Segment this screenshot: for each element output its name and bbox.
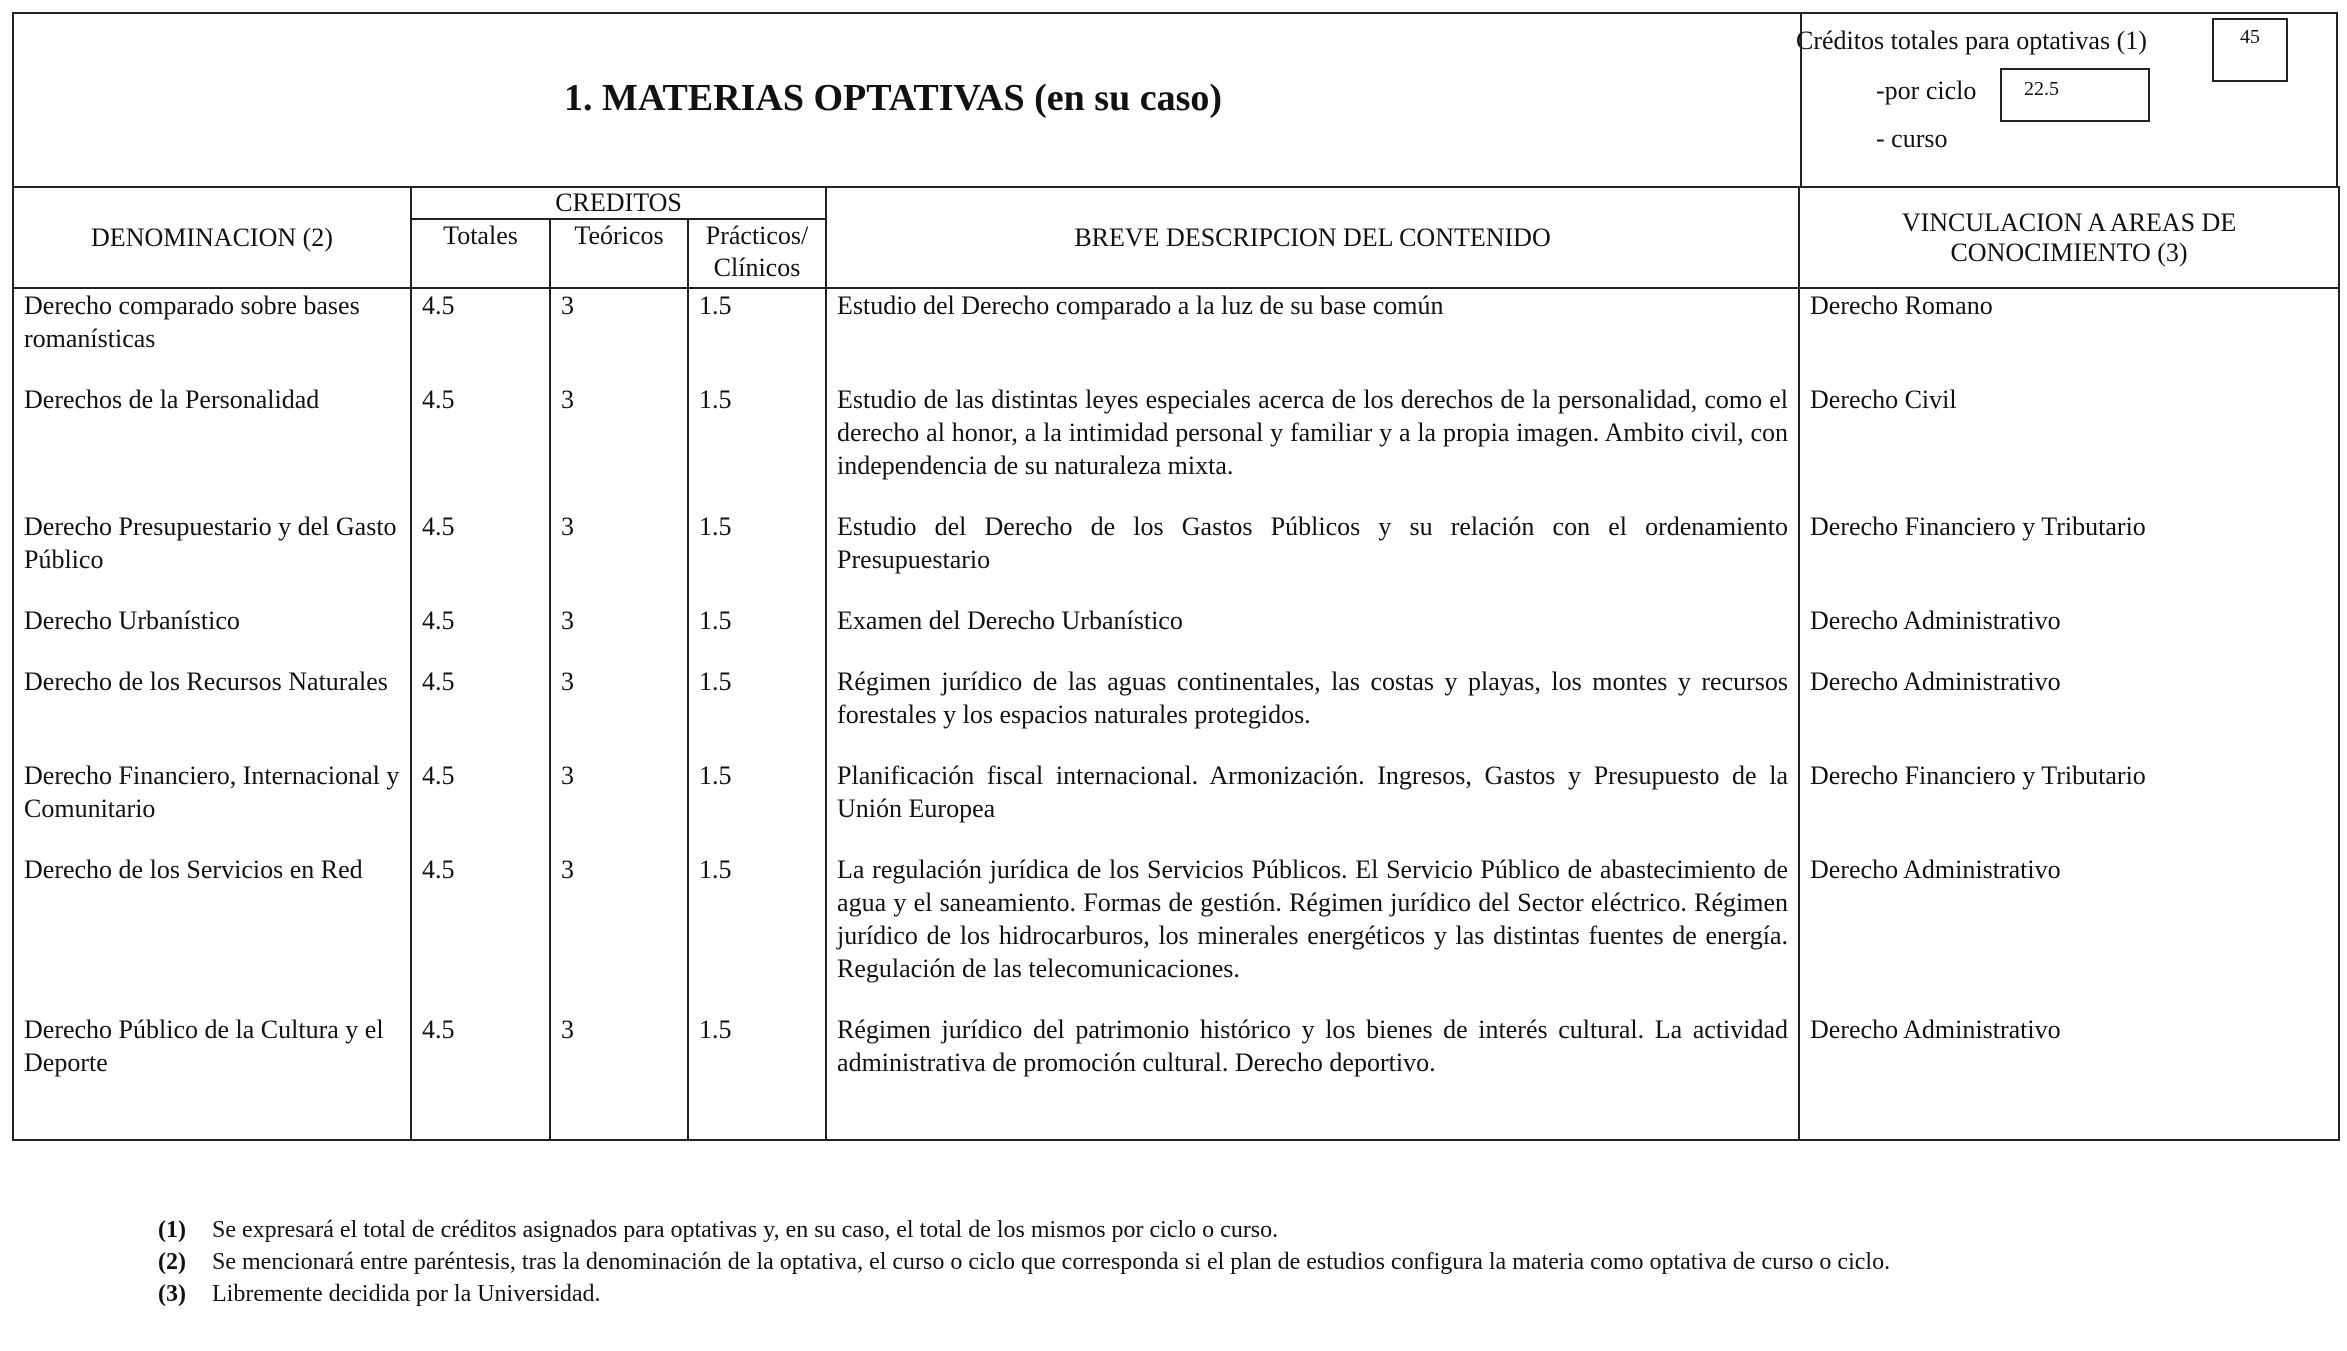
cell-totales: 4.5 <box>411 510 550 604</box>
cell-totales: 4.5 <box>411 288 550 383</box>
table-row <box>13 604 2339 665</box>
cell-descripcion: Régimen jurídico del patrimonio histórico y los bienes de interés cultural. La actividad administrativa de promoción cultural. Derecho deportivo. <box>826 1013 1799 1140</box>
table-row <box>13 383 2339 510</box>
footnotes <box>158 1214 2198 1310</box>
col-header-teoricos: Teóricos <box>550 219 688 288</box>
table-row <box>13 759 2339 853</box>
cell-vinculacion: Derecho Administrativo <box>1799 853 2339 1013</box>
col-header-creditos: CREDITOS <box>411 187 826 219</box>
cell-teoricos: 3 <box>550 383 688 510</box>
cell-descripcion: Examen del Derecho Urbanístico <box>826 604 1799 665</box>
cell-practicos: 1.5 <box>688 604 826 665</box>
cell-teoricos: 3 <box>550 510 688 604</box>
cell-teoricos: 3 <box>550 288 688 383</box>
cell-totales: 4.5 <box>411 383 550 510</box>
table-row <box>13 853 2339 1013</box>
cell-vinculacion: Derecho Financiero y Tributario <box>1799 510 2339 604</box>
col-header-vinculacion <box>1799 187 2339 288</box>
cell-practicos: 1.5 <box>688 383 826 510</box>
cell-denominacion: Derecho de los Recursos Naturales <box>13 665 411 759</box>
cell-practicos: 1.5 <box>688 1013 826 1140</box>
curso-label: - curso <box>1876 124 1948 153</box>
footnote-number: (2) <box>158 1249 186 1275</box>
col-header-totales: Totales <box>411 219 550 288</box>
col-header-denominacion: DENOMINACION (2) <box>13 187 411 288</box>
footnote <box>158 1214 2198 1246</box>
cell-practicos: 1.5 <box>688 853 826 1013</box>
cell-vinculacion: Derecho Administrativo <box>1799 665 2339 759</box>
cell-vinculacion: Derecho Romano <box>1799 288 2339 383</box>
cell-denominacion: Derecho comparado sobre bases romanísticas <box>13 288 411 383</box>
cell-practicos: 1.5 <box>688 759 826 853</box>
footnote-number: (1) <box>158 1217 186 1243</box>
footnote <box>158 1246 2198 1278</box>
cell-practicos: 1.5 <box>688 510 826 604</box>
col-header-practicos-line1: Prácticos/ <box>705 221 809 250</box>
cell-denominacion: Derecho Urbanístico <box>13 604 411 665</box>
cell-teoricos: 3 <box>550 759 688 853</box>
cell-teoricos: 3 <box>550 604 688 665</box>
cell-denominacion: Derecho Presupuestario y del Gasto Público <box>13 510 411 604</box>
footnote <box>158 1278 2198 1310</box>
cell-totales: 4.5 <box>411 665 550 759</box>
col-header-practicos-line2: Clínicos <box>713 253 801 282</box>
footnote-number: (3) <box>158 1281 186 1307</box>
cell-teoricos: 3 <box>550 665 688 759</box>
footnote-text: Se expresará el total de créditos asignados para optativas y, en su caso, el total de los mismos por ciclo o curso. <box>212 1217 1279 1243</box>
cell-denominacion: Derechos de la Personalidad <box>13 383 411 510</box>
por-ciclo-label: -por ciclo <box>1876 76 1977 105</box>
optativas-table <box>12 186 2340 1141</box>
cell-denominacion: Derecho Financiero, Internacional y Comunitario <box>13 759 411 853</box>
cell-totales: 4.5 <box>411 604 550 665</box>
footnote-text: Se mencionará entre paréntesis, tras la denominación de la optativa, el curso o ciclo que corresponda si el plan de estudios configura la materia como optativa de curso o ciclo. <box>212 1249 1891 1275</box>
col-header-vinculacion-line2: CONOCIMIENTO (3) <box>1950 237 2188 267</box>
cell-denominacion: Derecho Público de la Cultura y el Deporte <box>13 1013 411 1140</box>
footnote-text: Libremente decidida por la Universidad. <box>212 1281 601 1307</box>
table-row <box>13 665 2339 759</box>
cell-totales: 4.5 <box>411 759 550 853</box>
cell-totales: 4.5 <box>411 853 550 1013</box>
por-ciclo-value: 22.5 <box>2000 68 2150 122</box>
cell-vinculacion: Derecho Financiero y Tributario <box>1799 759 2339 853</box>
cell-teoricos: 3 <box>550 853 688 1013</box>
table-row <box>13 288 2339 383</box>
page-title: 1. MATERIAS OPTATIVAS (en su caso) <box>563 77 1223 119</box>
col-header-vinculacion-line1: VINCULACION A AREAS DE <box>1901 207 2237 237</box>
col-header-practicos <box>688 219 826 288</box>
cell-descripcion: Estudio del Derecho de los Gastos Públicos y su relación con el ordenamiento Presupuestario <box>826 510 1799 604</box>
cell-vinculacion: Derecho Administrativo <box>1799 604 2339 665</box>
cell-vinculacion: Derecho Civil <box>1799 383 2339 510</box>
credits-total-label: Créditos totales para optativas (1) <box>1796 26 2147 55</box>
cell-descripcion: Planificación fiscal internacional. Armonización. Ingresos, Gastos y Presupuesto de la Unión Europea <box>826 759 1799 853</box>
cell-descripcion: La regulación jurídica de los Servicios Públicos. El Servicio Público de abastecimiento de agua y el saneamiento. Formas de gestión. Régimen jurídico del Sector eléctrico. Régimen jurídico de los hidrocarburos, los minerales energéticos y las distintas fuentes de energía. Regulación de las telecomunicaciones. <box>826 853 1799 1013</box>
cell-practicos: 1.5 <box>688 665 826 759</box>
cell-totales: 4.5 <box>411 1013 550 1140</box>
cell-descripcion: Estudio de las distintas leyes especiales acerca de los derechos de la personalidad, como el derecho al honor, a la intimidad personal y familiar y a la propia imagen. Ambito civil, con independencia de su naturaleza mixta. <box>826 383 1799 510</box>
cell-vinculacion: Derecho Administrativo <box>1799 1013 2339 1140</box>
cell-descripcion: Régimen jurídico de las aguas continentales, las costas y playas, los montes y recursos forestales y los espacios naturales protegidos. <box>826 665 1799 759</box>
cell-teoricos: 3 <box>550 1013 688 1140</box>
cell-practicos: 1.5 <box>688 288 826 383</box>
table-row <box>13 1013 2339 1140</box>
table-row <box>13 510 2339 604</box>
cell-descripcion: Estudio del Derecho comparado a la luz de su base común <box>826 288 1799 383</box>
credits-total-value: 45 <box>2212 18 2288 82</box>
cell-denominacion: Derecho de los Servicios en Red <box>13 853 411 1013</box>
col-header-descripcion: BREVE DESCRIPCION DEL CONTENIDO <box>826 187 1799 288</box>
